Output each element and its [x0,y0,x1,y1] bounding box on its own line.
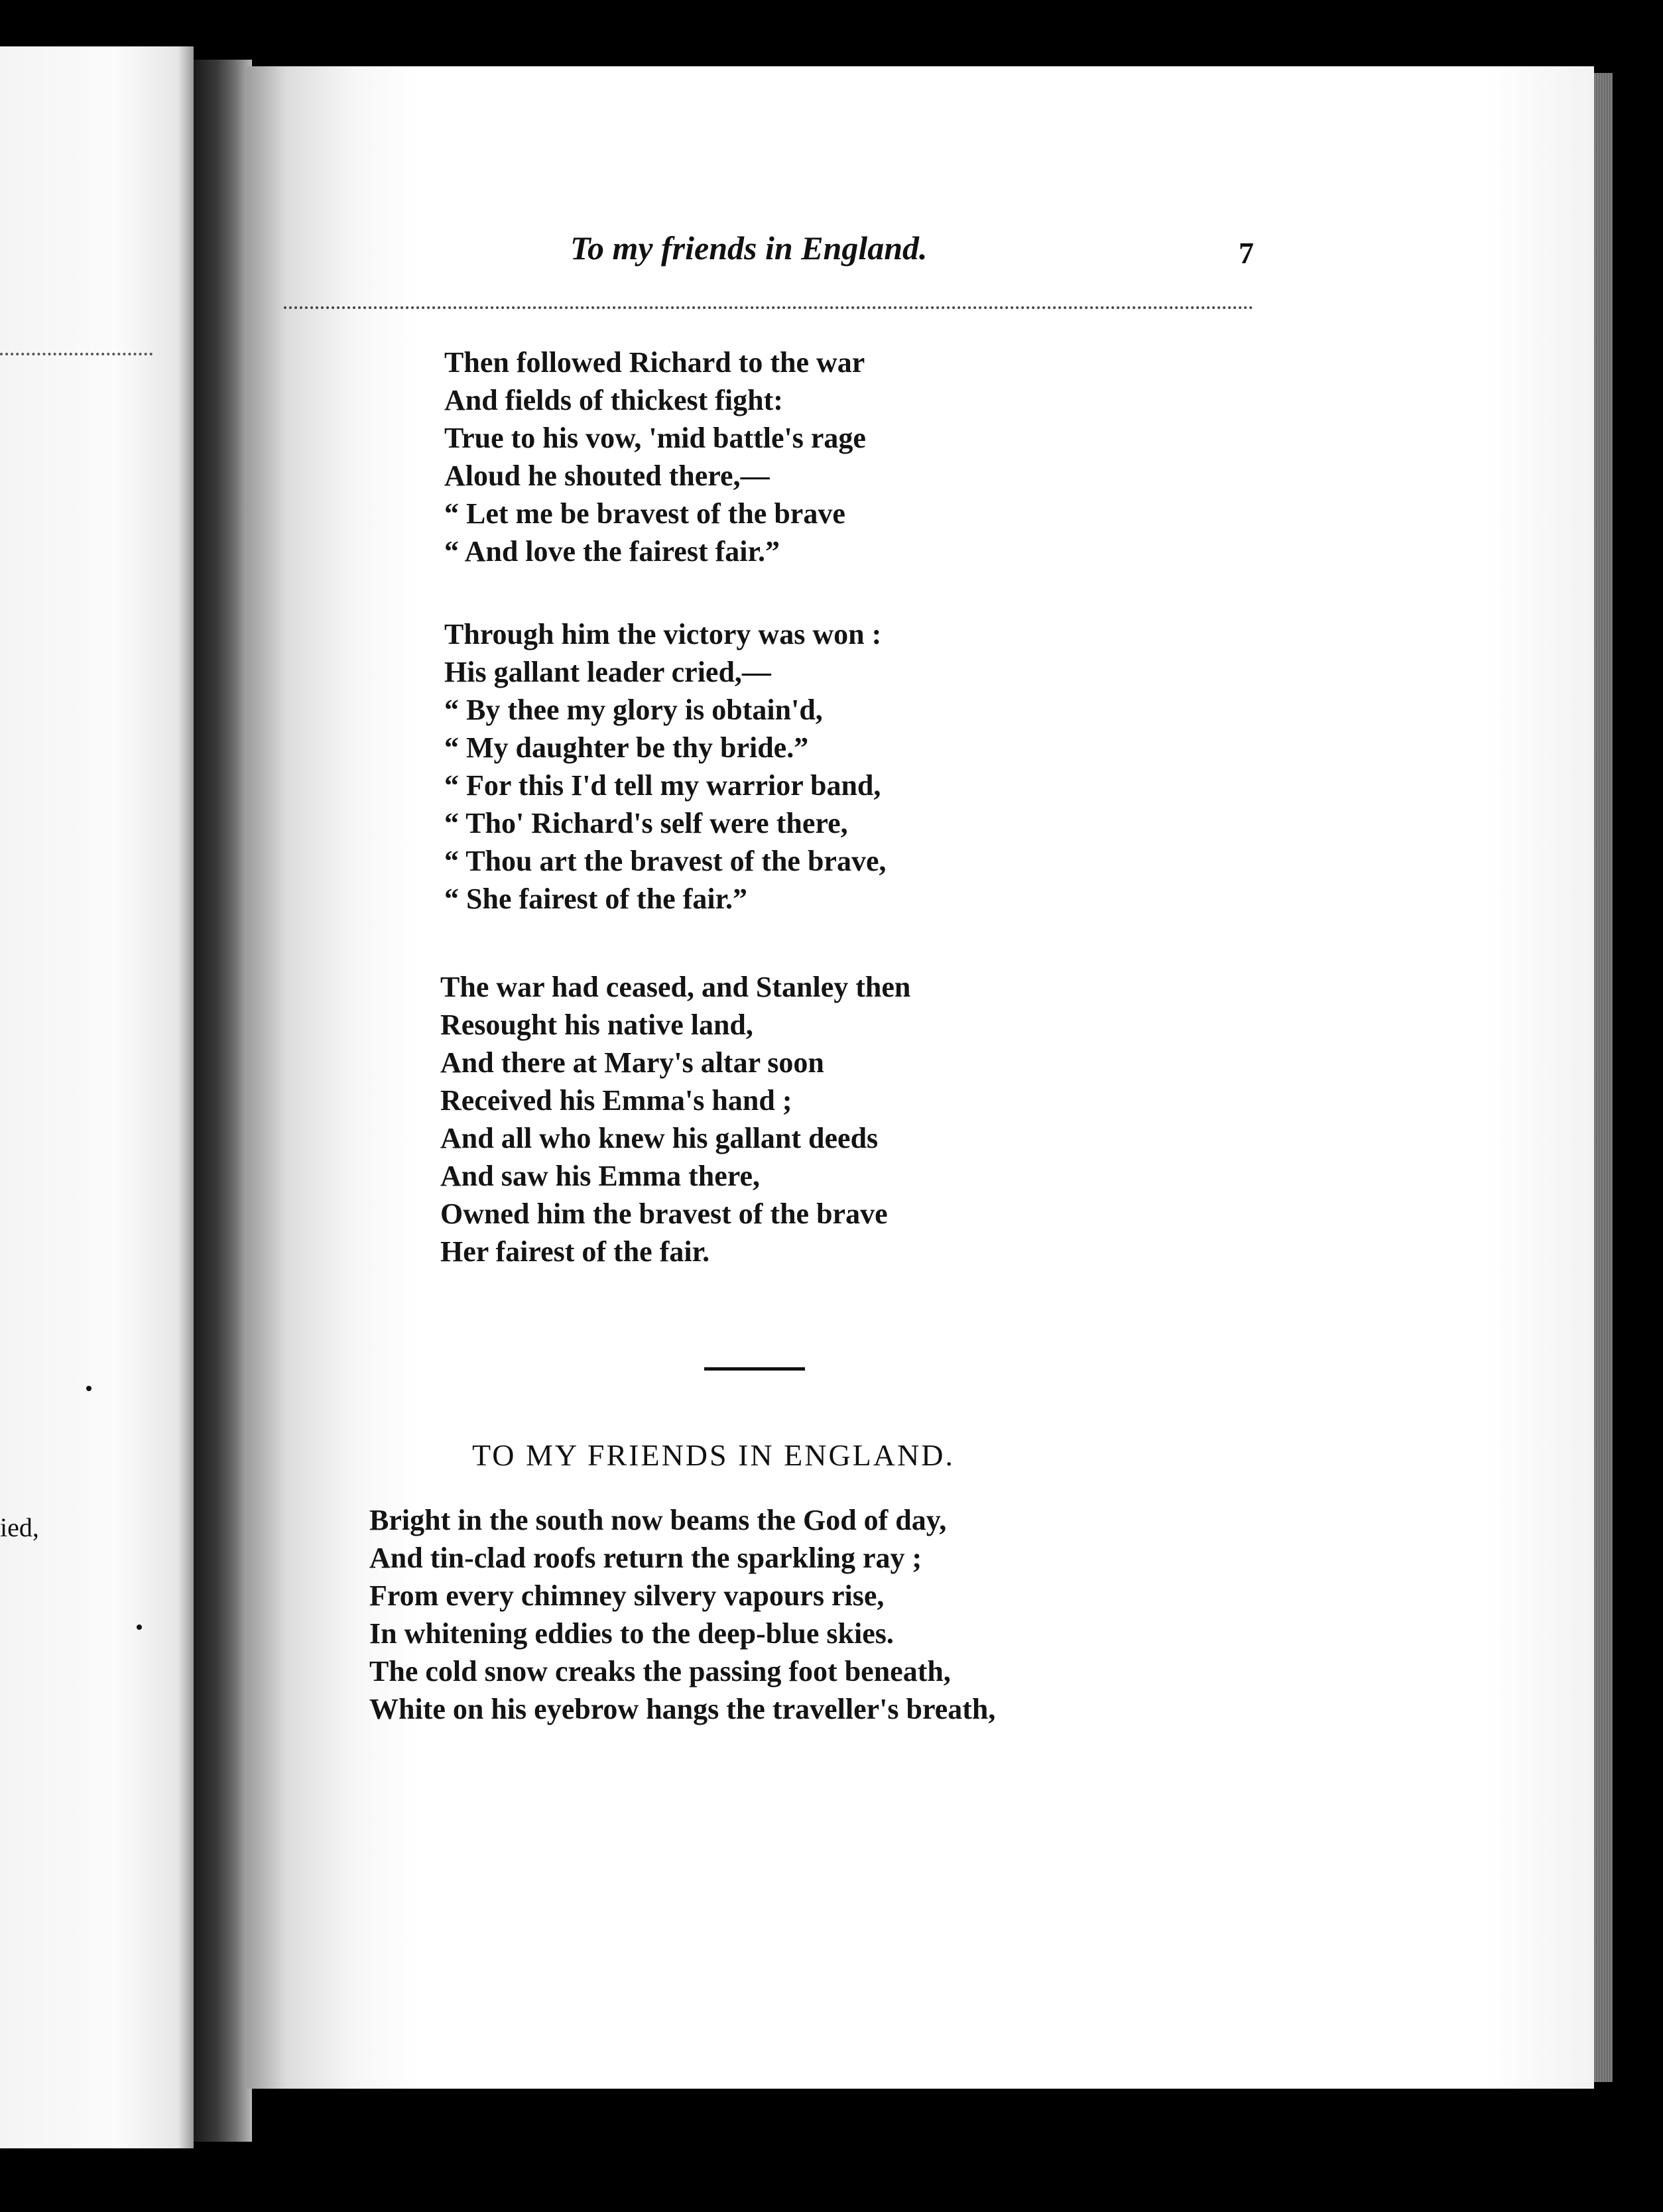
verse-line: And there at Mary's altar soon [440,1046,824,1079]
verse-line: True to his vow, 'mid battle's rage [444,422,866,454]
page-edge [1594,73,1613,2082]
verse-line: “ By thee my glory is obtain'd, [444,694,823,726]
poem-title: TO MY FRIENDS IN ENGLAND. [472,1438,955,1472]
verse-line: And saw his Emma there, [440,1160,761,1192]
left-page-header-rule [0,353,153,355]
running-head: To my friends in England. [570,229,928,267]
verse-line: The cold snow creaks the passing foot beneath, [369,1655,951,1688]
verse-line: “ My daughter be thy bride.” [444,731,809,764]
verse-line: “ For this I'd tell my warrior band, [444,769,881,802]
page-number: 7 [1239,236,1254,270]
verse-line: And fields of thickest fight: [444,384,783,416]
poem-two-opening [369,1501,995,1728]
left-page-text-fragment: ied, [0,1512,39,1542]
verse-line: “ And love the fairest fair.” [444,535,780,568]
verse-line: Bright in the south now beams the God of day, [369,1504,947,1536]
header-rule [284,306,1253,309]
stanza-two [444,615,886,918]
verse-line: Owned him the bravest of the brave [440,1198,888,1230]
verse-line: Through him the victory was won : [444,618,882,650]
stanza-one [444,343,866,570]
verse-line: Aloud he shouted there,— [444,460,770,492]
verse-line: From every chimney silvery vapours rise, [369,1579,885,1612]
verse-line: And tin-clad roofs return the sparkling ray ; [369,1542,922,1574]
stanza-three [440,968,910,1270]
left-facing-page [0,46,194,2148]
verse-line: In whitening eddies to the deep-blue skies. [369,1617,894,1650]
verse-line: “ She fairest of the fair.” [444,883,748,915]
verse-line: Received his Emma's hand ; [440,1084,792,1117]
verse-line: “ Thou art the bravest of the brave, [444,845,887,877]
verse-line: Her fairest of the fair. [440,1235,710,1268]
verse-line: “ Tho' Richard's self were there, [444,807,848,839]
verse-line: “ Let me be bravest of the brave [444,497,845,530]
verse-line: White on his eyebrow hangs the traveller's breath, [369,1693,996,1725]
verse-line: His gallant leader cried,— [444,656,771,688]
verse-line: And all who knew his gallant deeds [440,1122,879,1154]
verse-line: Then followed Richard to the war [444,346,865,379]
verse-line: Resought his native land, [440,1009,753,1041]
print-speck [137,1625,142,1630]
book-gutter [194,60,252,2142]
section-divider [704,1367,805,1371]
verse-line: The war had ceased, and Stanley then [440,971,911,1003]
print-speck [86,1386,92,1391]
